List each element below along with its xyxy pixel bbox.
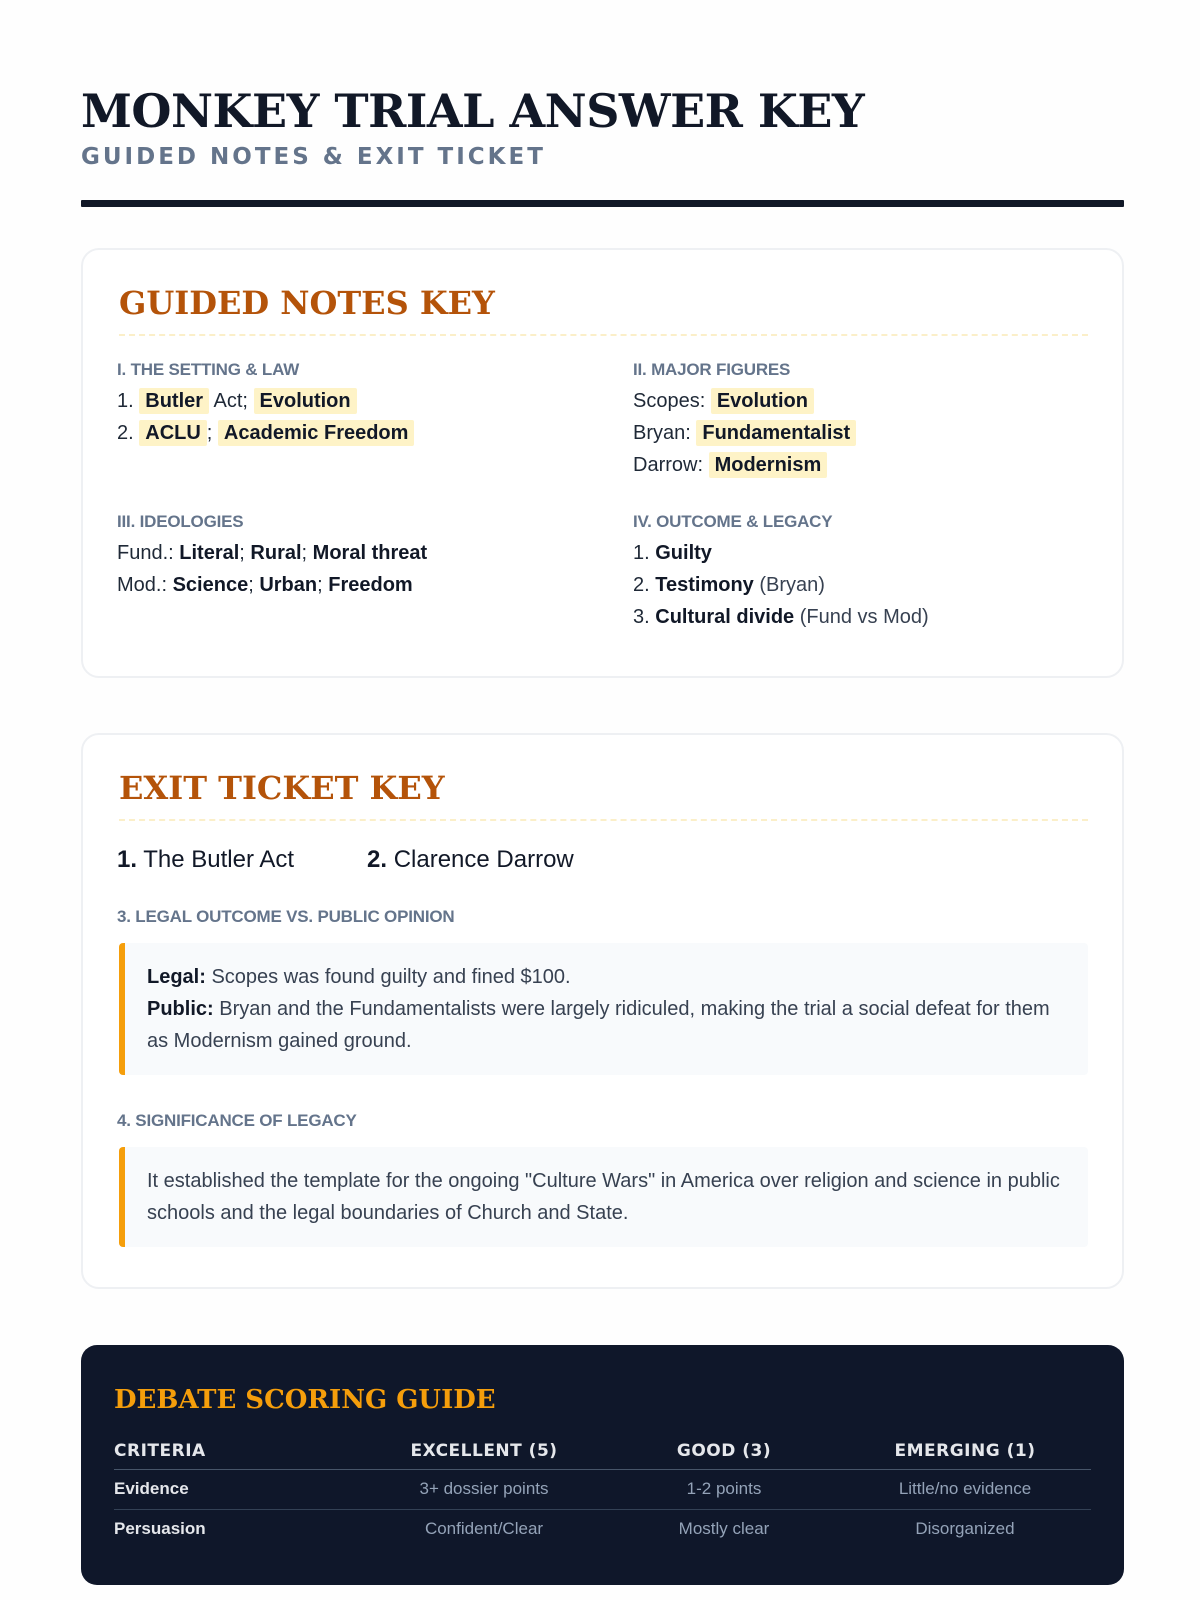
- table-cell: Little/no evidence: [839, 1469, 1091, 1509]
- exit-q4-text: It established the template for the ongoing "Culture Wars" in America over religion and science in public schools and the legal boundaries of Church and State.: [147, 1170, 1060, 1224]
- figure-answer: Fundamentalist: [696, 420, 856, 446]
- column-header: CRITERIA: [114, 1433, 359, 1469]
- ideology-answer: Science: [172, 574, 249, 596]
- table-row: [114, 1469, 1091, 1509]
- page-subtitle: GUIDED NOTES & EXIT TICKET: [81, 144, 546, 170]
- setting-label: I. THE SETTING & LAW: [117, 360, 300, 379]
- table-row: [114, 1509, 1091, 1549]
- table-cell: 3+ dossier points: [359, 1469, 609, 1509]
- setting-line-1-mid: Act;: [213, 390, 248, 412]
- header-divider: [81, 200, 1124, 207]
- setting-answer-aclu: ACLU: [139, 420, 207, 446]
- exit-answer-1: [117, 846, 294, 874]
- column-header: GOOD (3): [609, 1433, 839, 1469]
- exit-q3-answer-box: [119, 943, 1088, 1075]
- outcome-answer: Testimony: [655, 574, 754, 596]
- ideology-fund-prefix: Fund.:: [117, 542, 174, 564]
- exit-answer-2: [367, 846, 574, 874]
- setting-line-2-mid: ;: [206, 422, 213, 444]
- ideology-answer: Rural: [250, 542, 302, 564]
- exit-q3-public: [147, 993, 1068, 1057]
- figure-item: [633, 450, 827, 480]
- exit-ticket-card: [81, 733, 1124, 1289]
- figure-name: Darrow:: [633, 454, 704, 476]
- exit-q3-legal-label: Legal:: [147, 966, 206, 988]
- outcome-item: [633, 602, 929, 632]
- outcome-note: (Fund vs Mod): [799, 606, 929, 628]
- page-title: MONKEY TRIAL ANSWER KEY: [81, 84, 865, 138]
- column-header: EXCELLENT (5): [359, 1433, 609, 1469]
- table-cell: Evidence: [114, 1469, 359, 1509]
- exit-answer-1-text: The Butler Act: [143, 846, 294, 873]
- table-cell: Confident/Clear: [424, 1519, 544, 1539]
- exit-answer-1-num: 1.: [117, 846, 138, 873]
- exit-q3-legal-text: Scopes was found guilty and fined $100.: [211, 966, 571, 988]
- table-cell: Disorganized: [915, 1519, 1015, 1539]
- table-header-row: [114, 1433, 1091, 1469]
- ideology-answer: Moral threat: [312, 542, 428, 564]
- ideologies-label: III. IDEOLOGIES: [117, 512, 244, 531]
- figure-answer: Evolution: [711, 388, 814, 414]
- exit-q4-label: 4. SIGNIFICANCE OF LEGACY: [117, 1111, 357, 1130]
- ideology-answer: Literal: [179, 542, 240, 564]
- outcome-num: 1.: [633, 542, 650, 564]
- figure-name: Bryan:: [633, 422, 691, 444]
- debate-title: DEBATE SCORING GUIDE: [114, 1385, 496, 1415]
- debate-rubric-table: [114, 1433, 1091, 1549]
- setting-answer-butler: Butler: [139, 388, 209, 414]
- ideology-mod-line: Mod.: Science; Urban; Freedom: [117, 574, 413, 596]
- setting-answer-evolution: Evolution: [254, 388, 357, 414]
- setting-line-2-num: 2.: [117, 422, 134, 444]
- exit-ticket-title: EXIT TICKET KEY: [119, 769, 445, 807]
- ideology-mod-prefix: Mod.:: [117, 574, 168, 596]
- exit-ticket-divider: [119, 819, 1088, 821]
- outcome-num: 3.: [633, 606, 650, 628]
- exit-q3-label: 3. LEGAL OUTCOME VS. PUBLIC OPINION: [117, 907, 455, 926]
- setting-answer-academic-freedom: Academic Freedom: [218, 420, 415, 446]
- figures-label: II. MAJOR FIGURES: [633, 360, 791, 379]
- figure-name: Scopes:: [633, 390, 706, 412]
- figure-answer: Modernism: [709, 452, 828, 478]
- setting-line-1: [117, 386, 357, 416]
- exit-q3-public-text: Bryan and the Fundamentalists were largely ridiculed, making the trial a social defeat for them as Modernism gained ground.: [147, 998, 1050, 1052]
- outcome-item: [633, 570, 825, 600]
- exit-answer-2-text: Clarence Darrow: [393, 846, 574, 873]
- exit-answer-2-num: 2.: [367, 846, 388, 873]
- figure-item: [633, 386, 814, 416]
- guided-notes-divider: [119, 334, 1088, 336]
- guided-notes-card: [81, 248, 1124, 678]
- exit-q3-legal: [147, 961, 1068, 993]
- outcome-answer: Cultural divide: [655, 606, 795, 628]
- figure-item: [633, 418, 856, 448]
- outcome-answer: Guilty: [655, 542, 712, 564]
- debate-scoring-guide: [81, 1345, 1124, 1585]
- ideology-fund-line: Fund.: Literal; Rural; Moral threat: [117, 542, 428, 564]
- outcome-label: IV. OUTCOME & LEGACY: [633, 512, 833, 531]
- outcome-num: 2.: [633, 574, 650, 596]
- table-cell: 1-2 points: [609, 1469, 839, 1509]
- ideology-answer: Freedom: [328, 574, 413, 596]
- setting-line-1-num: 1.: [117, 390, 134, 412]
- guided-notes-title: GUIDED NOTES KEY: [119, 284, 495, 322]
- setting-line-2: [117, 418, 414, 448]
- exit-q3-public-label: Public:: [147, 998, 214, 1020]
- outcome-note: (Bryan): [759, 574, 825, 596]
- outcome-item: [633, 538, 712, 568]
- column-header: EMERGING (1): [839, 1433, 1091, 1469]
- table-cell: Persuasion: [114, 1519, 206, 1539]
- exit-q4-answer-box: [119, 1147, 1088, 1247]
- ideology-answer: Urban: [259, 574, 318, 596]
- table-cell: Mostly clear: [678, 1519, 770, 1539]
